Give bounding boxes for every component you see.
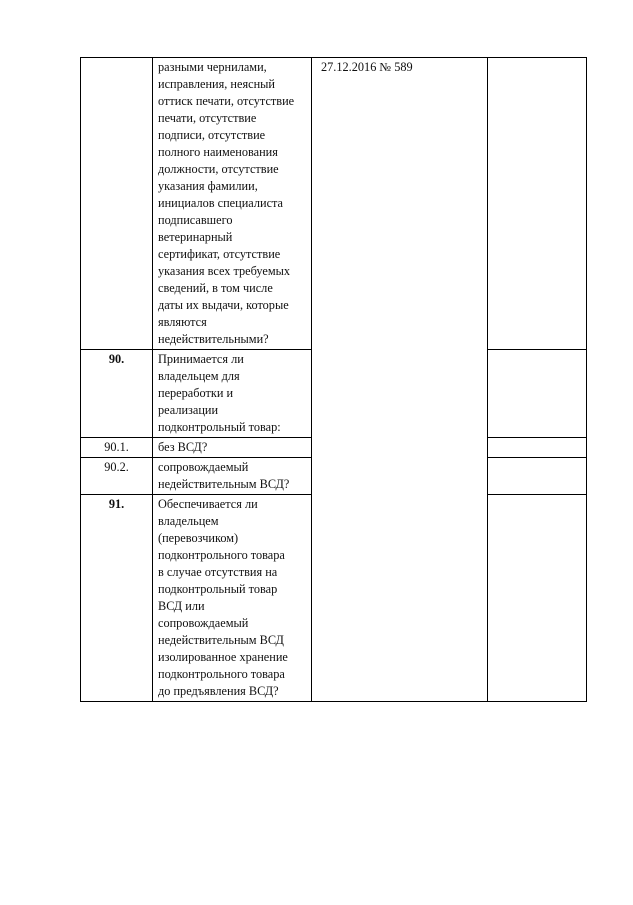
text-line: реализации — [158, 403, 219, 417]
text-line: ВСД или — [158, 599, 205, 613]
text-line: указания всех требуемых — [158, 264, 291, 278]
question-text-cell — [153, 458, 312, 495]
text-line: инициалов специалиста — [158, 196, 284, 210]
question-text-cell — [153, 438, 312, 458]
text-line: печати, отсутствие — [158, 111, 257, 125]
item-number-cell: 90. — [81, 350, 153, 438]
text-line: исправления, неясный — [158, 77, 276, 91]
text-line: недействительным ВСД? — [158, 477, 290, 491]
text-line: сертификат, отсутствие — [158, 247, 281, 261]
text-line: сопровождаемый — [158, 460, 249, 474]
question-text-cell — [153, 495, 312, 702]
text-line: даты их выдачи, которые — [158, 298, 289, 312]
text-line: подконтрольного товара — [158, 667, 285, 681]
checklist-table — [80, 57, 587, 702]
text-line: подконтрольный товар — [158, 582, 278, 596]
answer-cell — [488, 350, 587, 438]
table-row-continuation — [81, 58, 587, 350]
text-line: оттиск печати, отсутствие — [158, 94, 295, 108]
answer-cell — [488, 438, 587, 458]
legal-reference: 27.12.2016 № 589 — [321, 60, 413, 74]
text-line: изолированное хранение — [158, 650, 288, 664]
text-line: без ВСД? — [158, 440, 208, 454]
text-line: недействительным ВСД — [158, 633, 284, 647]
item-number-cell: 90.1. — [81, 438, 153, 458]
text-line: до предъявления ВСД? — [158, 684, 279, 698]
answer-cell — [488, 495, 587, 702]
text-line: сопровождаемый — [158, 616, 249, 630]
item-number-cell: 91. — [81, 495, 153, 702]
text-line: разными чернилами, — [158, 60, 267, 74]
text-line: подписавшего — [158, 213, 233, 227]
text-line: являются — [158, 315, 207, 329]
legal-reference-cell — [312, 58, 488, 702]
text-line: указания фамилии, — [158, 179, 258, 193]
text-line: Принимается ли — [158, 352, 244, 366]
text-line: (перевозчиком) — [158, 531, 239, 545]
text-line: должности, отсутствие — [158, 162, 279, 176]
item-number-cell: 90.2. — [81, 458, 153, 495]
text-line: подписи, отсутствие — [158, 128, 266, 142]
text-line: переработки и — [158, 386, 234, 400]
text-line: в случае отсутствия на — [158, 565, 278, 579]
text-line: недействительными? — [158, 332, 269, 346]
text-line: владельцем для — [158, 369, 240, 383]
question-text-cell — [153, 350, 312, 438]
text-line: Обеспечивается ли — [158, 497, 258, 511]
text-line: подконтрольного товара — [158, 548, 285, 562]
text-line: подконтрольный товар: — [158, 420, 281, 434]
answer-cell — [488, 458, 587, 495]
answer-cell — [488, 58, 587, 350]
question-text-cell — [153, 58, 312, 350]
text-line: сведений, в том числе — [158, 281, 273, 295]
item-number-cell — [81, 58, 153, 350]
text-line: ветеринарный — [158, 230, 233, 244]
text-line: владельцем — [158, 514, 219, 528]
text-line: полного наименования — [158, 145, 278, 159]
